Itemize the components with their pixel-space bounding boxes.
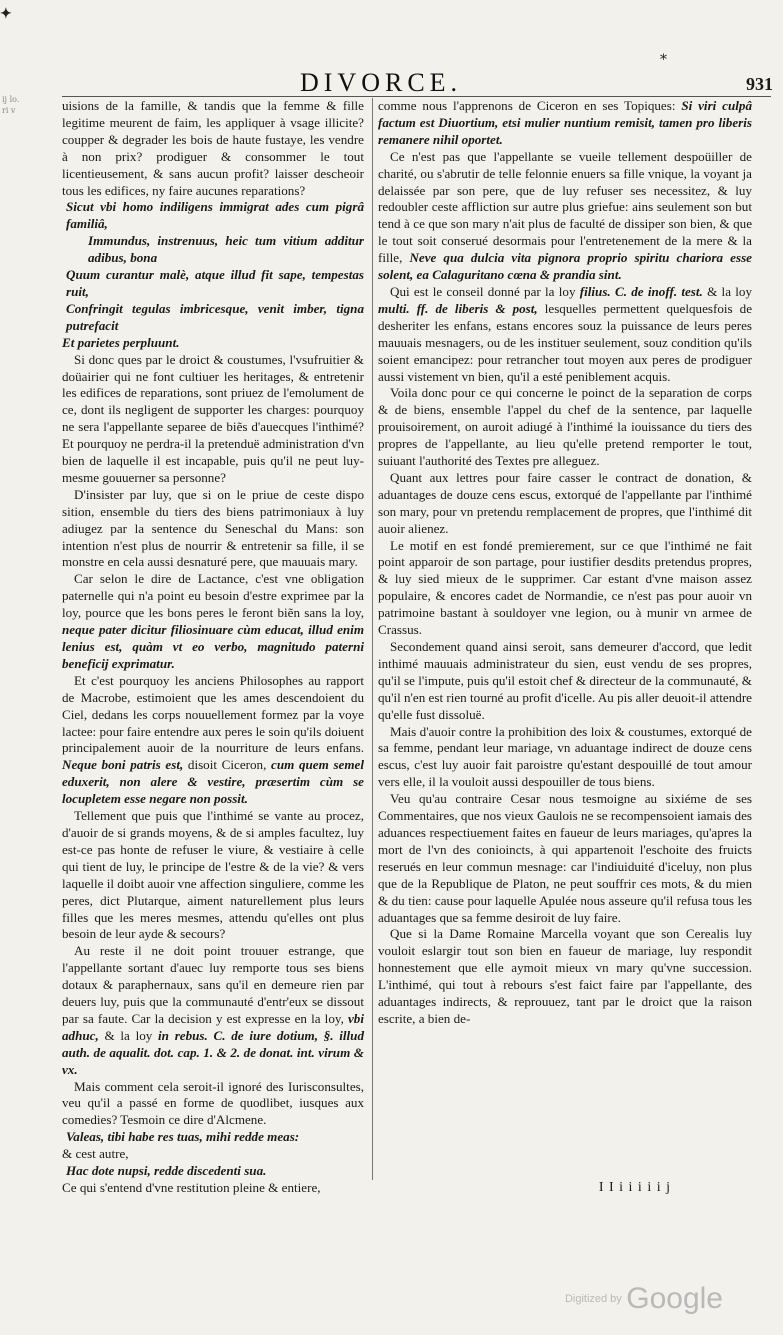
conseil-text-c: lesquelles permettent quelquesfois de desheriter les enfans, estans encores souz la puissance de leurs peres mauuais mesnagers, ou de les instituer seulement, souz condition qu'ils soient emancipez: pour retrancher tout moyen aux peres de prodiguer aussi vistement vn bien, qu'il a esté peniblement acquis. bbox=[378, 300, 753, 384]
law-citation-2: in rebus. C. de iure dotium, §. illud auth. de aqualit. dot. cap. 1. & 2. de donat. int. virum & vx. bbox=[62, 1027, 365, 1077]
left-paragraph-1: uisions de la famille, & tandis que la femme & fille legitime meurent de faim, les appliquer à vsage illicite? coupper & degrader les bois de haute fustaye, les vendre à non prix? prodiguer & consommer le tout licentieusement, & sans aucun profit? laisser descheoir tous les edifices, ny faire aucunes reparations? bbox=[62, 98, 364, 198]
right-column bbox=[378, 98, 752, 1028]
left-paragraph-8: Mais comment cela seroit-il ignoré des Iurisconsultes, veu qu'il a passé en forme de quodlibet, iusques aux comedies? Tesmoin ce dire d'Alcmene. bbox=[62, 1078, 364, 1128]
left-paragraph-5 bbox=[62, 673, 364, 808]
conseil-citation-1: filius. C. de inoff. test. bbox=[579, 283, 703, 299]
column-divider bbox=[372, 98, 373, 1180]
cicero-latin-1: Neque boni patris est, bbox=[62, 757, 184, 773]
verse-line-1: Sicut vbi homo indiligens immigrat ades cum pigrâ familiâ, bbox=[66, 199, 364, 232]
left-paragraph-2: Si donc ques par le droict & coustumes, l'vsufruitier & doüairier qui ne font cultiuer les heritages, & entretenir les edifices de reparations, sont priuez de l'emolument de ce, dont ils negligent de supporter les charges: pourquoy ne sera l'appellante separee de biẽs d'auecques l'inthimé? Et pourquoy ne perdra-il la pretenduë administration d'vn bien de laquelle il est incapable, puis qu'il ne peut luy-mesme gouuerner sa personne? bbox=[62, 351, 364, 485]
left-paragraph-4 bbox=[62, 571, 364, 672]
header-rule bbox=[62, 96, 771, 97]
dotal-text: Au reste il ne doit point trouuer estrange, que l'appellante sortant d'auec luy remporte tous ses biens dotaux & paraphernaux, sans qu'il en demeure rien par deuers luy, puis que la communauté d'entr'eux se dissout par sa faute. Car la decision y est expresse en la loy, bbox=[62, 943, 364, 1026]
right-paragraph-7: Secondement quand ainsi seroit, sans demeurer d'accord, que ledit inthimé mauuais administrateur du sien, eust vendu de ses propres, qu'il se l'impute, puis qu'il estoit chef & directeur de la communauté, & qu'il n'en est rien tourné au profit d'icelle. Au pis aller deuoit-il attendre qu'elle fust dissoluë. bbox=[378, 639, 752, 722]
digitized-by-google-watermark bbox=[565, 1282, 723, 1316]
verse-line-4: Confringit tegulas imbricesque, venit imber, tigna putrefacit bbox=[66, 300, 364, 333]
law-citation-1: vbi adhuc, bbox=[62, 1010, 364, 1043]
right-paragraph-6: Le motif en est fondé premierement, sur ce que l'inthimé ne fait point apparoir de son partage, pour iustifier desdits pretendus propres, & luy sied mieux de le supprimer. Car estant d'vne maison assez populaire, & encores cadet de Normandie, ce n'est pas pour auoir vn patrimoine bastant à souldoyer vne legion, ou à munir vn armee de Crassus. bbox=[378, 537, 752, 638]
right-paragraph-1 bbox=[378, 98, 752, 149]
margin-mark: ✦ bbox=[0, 6, 10, 22]
verse-line-3: Quum curantur malè, atque illud fit sape, tempestas ruit, bbox=[66, 267, 364, 299]
page-header bbox=[0, 0, 783, 100]
right-paragraph-8: Mais d'auoir contre la prohibition des loix & coustumes, extorqué de sa femme, pendant leur mariage, vn aduantage indirect de douze cens escus, c'est luy auoir fait paroistre qu'estant despouillé de tout amour vers elle, il la vouloit aussi despouiller de tous biens. bbox=[378, 723, 752, 790]
corner-mark: * bbox=[660, 52, 667, 68]
cicero-latin-2: cum quem semel eduxerit, non alere & vestire, præsertim cùm se locupletem esse negare non possit. bbox=[62, 757, 364, 807]
right-paragraph-4: Voila donc pour ce qui concerne le poinct de la separation de corps & de biens, ensemble l'appel du chef de la sentence, par laquelle prouisoirement, on auroit adiugé à l'inthimé la iouissance du tiers des propres de l'appellante, au lieu qu'elle pretend remporter le tout, suiuant l'authorité des Textes pre alleguez. bbox=[378, 385, 752, 469]
left-paragraph-9: & cest autre, bbox=[62, 1146, 129, 1162]
right-paragraph-10: Que si la Dame Romaine Marcella voyant que son Cerealis luy vouloit eslargir tout son bien en faueur de mariage, luy respondit honnestement que elle aymoit mieux vn mary qu'vne succession. L'inthimé, qui tout à rebours s'est faict faire par l'appellante, des aduantages indirects, & reprouuez, tant par le droict que la raison escrite, a bien de- bbox=[378, 926, 752, 1026]
page-number: 931 bbox=[746, 74, 773, 94]
digitized-by-label: Digitized by bbox=[564, 1293, 622, 1305]
conseil-citation-2: multi. ff. de liberis & post, bbox=[378, 300, 538, 316]
topiques-latin: Si viri culpâ factum est Diuortium, etsi mulier nuntium remisit, tamen pro liberis remanere nihil oportet. bbox=[378, 98, 752, 147]
macrobe-text: Et c'est pourquoy les anciens Philosophes au rapport de Macrobe, estimoient que les ames descendoient du Ciel, dedans les corps nouuellement formez par la voye lactee: pour faire entendre aux peres le soin qu'ils doiuent principalement auoir de la nourriture de leurs enfans. bbox=[62, 672, 364, 756]
alcmene-verse: Valeas, tibi habe res tuas, mihi redde meas: bbox=[66, 1129, 300, 1145]
running-title: DIVORCE. bbox=[300, 68, 463, 97]
lactance-latin: neque pater dicitur filiosinuare cùm educat, illud enim lenius est, quàm vt eo verbo, magnitudo paterni beneficij exprimatur. bbox=[62, 622, 364, 671]
left-column bbox=[62, 98, 364, 1197]
charite-text: Ce n'est pas que l'appellante se vueile tellement despoüiller de charité, ou s'abrutir de telle felonnie enuers sa fille vnique, la voyant ja delaissée par son pere, que de luy refuser ses necessitez, & luy redoubler ceste affliction sur autre plus griefue: ains seulement son but tend à ce que son mary n'ait plus de faculté de dissiper son bien, & que le tout soit conserué desormais pour l'entretenement de la mere & la fille, bbox=[378, 148, 752, 266]
right-paragraph-5: Quant aux lettres pour faire casser le contract de donation, & aduantages de douze cens escus, extorqué de l'appellante par l'inthimé son mary, pour vn pretendu remplacement de propres, que l'inthimé dit auoir alienez. bbox=[378, 469, 752, 536]
verse-line-2: Immundus, instrenuus, heic tum vitium additur adibus, bona bbox=[88, 233, 364, 266]
dote-verse: Hac dote nupsi, redde discedenti sua. bbox=[66, 1163, 267, 1179]
law-connector: & la loy bbox=[104, 1027, 153, 1043]
lactance-text: Car selon le dire de Lactance, c'est vne obligation paternelle qui n'a point eu besoin d'estre exprimee par la loy, pource que les bons peres le feront biẽn sans la loy, bbox=[62, 571, 364, 621]
left-marginalia: ij lo. ri v bbox=[2, 95, 20, 115]
charite-latin: Neve qua dulcia vita pignora proprio spiritu chariora esse solent, ea Calaguritano cœna & prandia sint. bbox=[378, 250, 752, 283]
conseil-text-b: & la loy bbox=[707, 283, 753, 299]
topiques-text: comme nous l'apprenons de Ciceron en ses Topiques: bbox=[378, 98, 676, 113]
right-paragraph-3 bbox=[378, 284, 752, 385]
left-paragraph-6: Tellement que puis que l'inthimé se vante au procez, d'auoir de si grands moyens, & de si amples facultez, luy est-ce pas honte de refuser le viure, & vestiaire à celle qui tient de luy, le principe de l'estre & de la vie? & vers laquelle il doibt auoir vne affection singuliere, comme les peres, dict Plutarque, aiment naturellement plus leurs filles que les meres mesmes, attendu qu'elles ont plus besoin de leur ayde & secours? bbox=[62, 808, 364, 942]
verse-line-5: Et parietes perpluunt. bbox=[62, 334, 180, 350]
left-paragraph-10: Ce qui s'entend d'vne restitution pleine & entiere, bbox=[62, 1180, 321, 1195]
right-paragraph-9: Veu qu'au contraire Cesar nous tesmoigne au sixiéme de ses Commentaires, que nos vieux Gaulois ne se recompensoient iamais des aduances respectiuement faites en faueur de leurs mariages, qu'apres la mort de l'vn des conioincts, à qui appartenoit l'eschoite des fruicts reserués en leur commun mesnage: car l'indiuiduité d'iceluy, non plus que de la Republique de Platon, ne peut souffrir ces mots, & du mien & du tien: cause pour laquelle Apulée nous asseure qu'il refusa tous les aduantages que sa femme desiroit de luy faire. bbox=[378, 791, 752, 925]
right-paragraph-2 bbox=[378, 149, 752, 284]
left-paragraph-7 bbox=[62, 943, 364, 1078]
left-paragraph-3: D'insister par luy, que si on le priue de ceste dispo sition, ensemble du tiers des biens patrimoniaux à luy adiugez par la sentence du Seneschal du Mans: son intention n'est plus de nourrir & entretenir sa fille, il se monstre en cela aussi desnaturé pere, que mauuais mary. bbox=[62, 486, 364, 570]
google-logo: Google bbox=[626, 1282, 723, 1315]
signature-mark: I I i i i i i j bbox=[598, 1180, 671, 1195]
conseil-text-a: Qui est le conseil donné par la loy bbox=[390, 283, 576, 299]
cicero-attribution: disoit Ciceron, bbox=[187, 757, 267, 773]
